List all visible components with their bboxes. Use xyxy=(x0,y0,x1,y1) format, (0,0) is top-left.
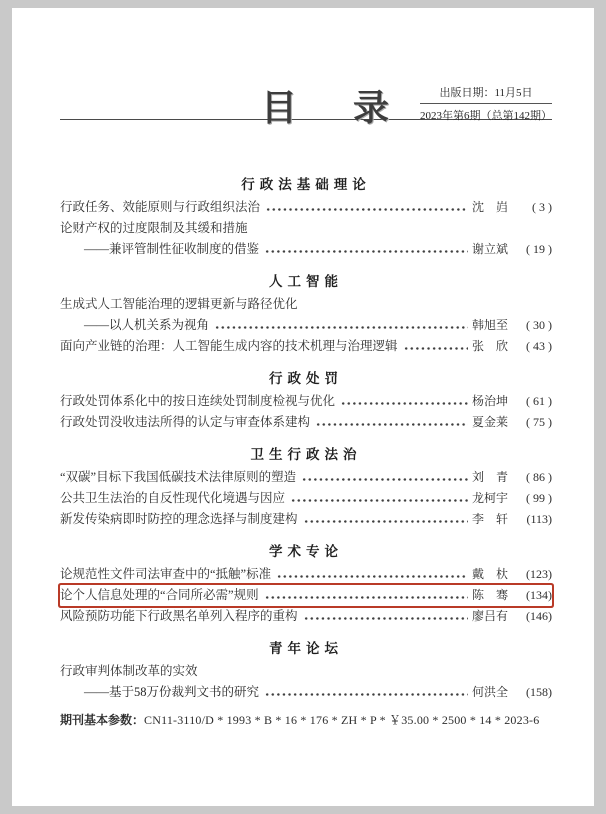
entry-subtitle: ——基于58万份裁判文书的研究 xyxy=(84,685,260,699)
entry-page: (134) xyxy=(526,588,552,602)
entry-author: 谢立斌 xyxy=(471,242,508,256)
entry-page: ( 43 ) xyxy=(526,339,552,353)
publication-date: 出版日期：11月5日 xyxy=(420,84,552,104)
entry-subtitle: ——以人机关系为视角 xyxy=(84,318,210,332)
entry-page: ( 3 ) xyxy=(532,200,552,214)
dot-leader xyxy=(277,571,468,582)
entry-page: ( 75 ) xyxy=(526,415,552,429)
toc-entry[interactable] xyxy=(60,412,552,433)
section-heading: 青年论坛 xyxy=(269,641,343,656)
entry-title: 行政处罚没收违法所得的认定与审查体系建构 xyxy=(60,415,311,429)
toc-header xyxy=(60,8,552,128)
dot-leader xyxy=(266,204,468,215)
entry-author: 戴 杕 xyxy=(471,567,508,581)
entry-page: ( 99 ) xyxy=(526,491,552,505)
toc-entry[interactable] xyxy=(60,606,552,627)
section-heading: 行政法基础理论 xyxy=(241,177,371,192)
entry-title: 生成式人工智能治理的逻辑更新与路径优化 xyxy=(60,297,298,311)
entry-author: 张 欣 xyxy=(471,339,508,353)
dot-leader xyxy=(265,592,468,603)
dot-leader xyxy=(265,246,468,257)
entry-page: ( 61 ) xyxy=(526,394,552,408)
dot-leader xyxy=(265,689,468,700)
toc-entry[interactable] xyxy=(60,218,552,239)
dot-leader xyxy=(341,398,468,409)
toc-entry[interactable] xyxy=(60,467,552,488)
toc-entry-subtitle[interactable] xyxy=(60,239,552,260)
toc-content xyxy=(12,178,594,703)
entry-author: 李 轩 xyxy=(471,512,508,526)
toc-entry[interactable] xyxy=(60,391,552,412)
dot-leader xyxy=(215,322,468,333)
entry-page: ( 30 ) xyxy=(526,318,552,332)
dot-leader xyxy=(316,419,468,430)
entry-page: (113) xyxy=(526,512,552,526)
issue-number: 2023年第6期（总第142期） xyxy=(420,110,552,122)
entry-page: (123) xyxy=(526,567,552,581)
toc-entry[interactable] xyxy=(60,509,552,530)
dot-leader xyxy=(304,516,468,527)
entry-title: “双碳”目标下我国低碳技术法律原则的塑造 xyxy=(60,470,297,484)
entry-page: (158) xyxy=(526,685,552,699)
entry-subtitle: ——兼评管制性征收制度的借鉴 xyxy=(84,242,260,256)
entry-page: ( 19 ) xyxy=(526,242,552,256)
entry-author: 何洪全 xyxy=(471,685,508,699)
entry-title: 论个人信息处理的“合同所必需”规则 xyxy=(60,588,259,602)
section-heading: 学术专论 xyxy=(269,544,343,559)
entry-page: (146) xyxy=(526,609,552,623)
entry-title: 论规范性文件司法审查中的“抵触”标准 xyxy=(60,567,272,581)
entry-title: 行政处罚体系化中的按日连续处罚制度检视与优化 xyxy=(60,394,336,408)
entry-title: 新发传染病即时防控的理念选择与制度建构 xyxy=(60,512,298,526)
issue-info-block xyxy=(420,84,552,123)
entry-author: 杨治坤 xyxy=(471,394,508,408)
toc-entry[interactable] xyxy=(60,294,552,315)
entry-title: 行政任务、效能原则与行政组织法治 xyxy=(60,200,261,214)
dot-leader xyxy=(291,495,468,506)
toc-entry[interactable] xyxy=(60,336,552,357)
entry-author: 夏金莱 xyxy=(471,415,508,429)
toc-entry-subtitle[interactable] xyxy=(60,315,552,336)
entry-title: 行政审判体制改革的实效 xyxy=(60,664,198,678)
journal-parameters xyxy=(12,711,594,728)
toc-entry[interactable] xyxy=(60,197,552,218)
section-heading: 卫生行政法治 xyxy=(250,447,362,462)
journal-parameters-label: 期刊基本参数： xyxy=(60,713,145,727)
entry-author: 韩旭至 xyxy=(471,318,508,332)
entry-page: ( 86 ) xyxy=(526,470,552,484)
entry-title: 论财产权的过度限制及其缓和措施 xyxy=(60,221,248,235)
scanned-page xyxy=(12,8,594,806)
toc-entry-subtitle[interactable] xyxy=(60,682,552,703)
section-heading: 行政处罚 xyxy=(269,371,343,386)
entry-author: 沈 岿 xyxy=(471,200,508,214)
toc-entry[interactable] xyxy=(60,661,552,682)
entry-author: 陈 骞 xyxy=(471,588,508,602)
journal-parameters-value: CN11-3110/D * 1993 * B * 16 * 176 * ZH * P * ￥35.00 * 2500 * 14 * 2023-6 xyxy=(144,713,540,727)
dot-leader xyxy=(304,613,468,624)
toc-entry[interactable] xyxy=(60,488,552,509)
page-title: 目 录 xyxy=(260,88,400,128)
entry-title: 风险预防功能下行政黑名单列入程序的重构 xyxy=(60,609,298,623)
entry-author: 刘 青 xyxy=(471,470,508,484)
entry-author: 龙柯宇 xyxy=(471,491,508,505)
entry-author: 廖吕有 xyxy=(471,609,508,623)
entry-title: 公共卫生法治的自反性现代化境遇与因应 xyxy=(60,491,286,505)
dot-leader xyxy=(404,343,468,354)
toc-entry[interactable] xyxy=(60,564,552,585)
entry-title: 面向产业链的治理：人工智能生成内容的技术机理与治理逻辑 xyxy=(60,339,398,353)
section-heading: 人工智能 xyxy=(269,274,343,289)
toc-entry-highlighted[interactable] xyxy=(60,585,552,606)
dot-leader xyxy=(302,474,468,485)
